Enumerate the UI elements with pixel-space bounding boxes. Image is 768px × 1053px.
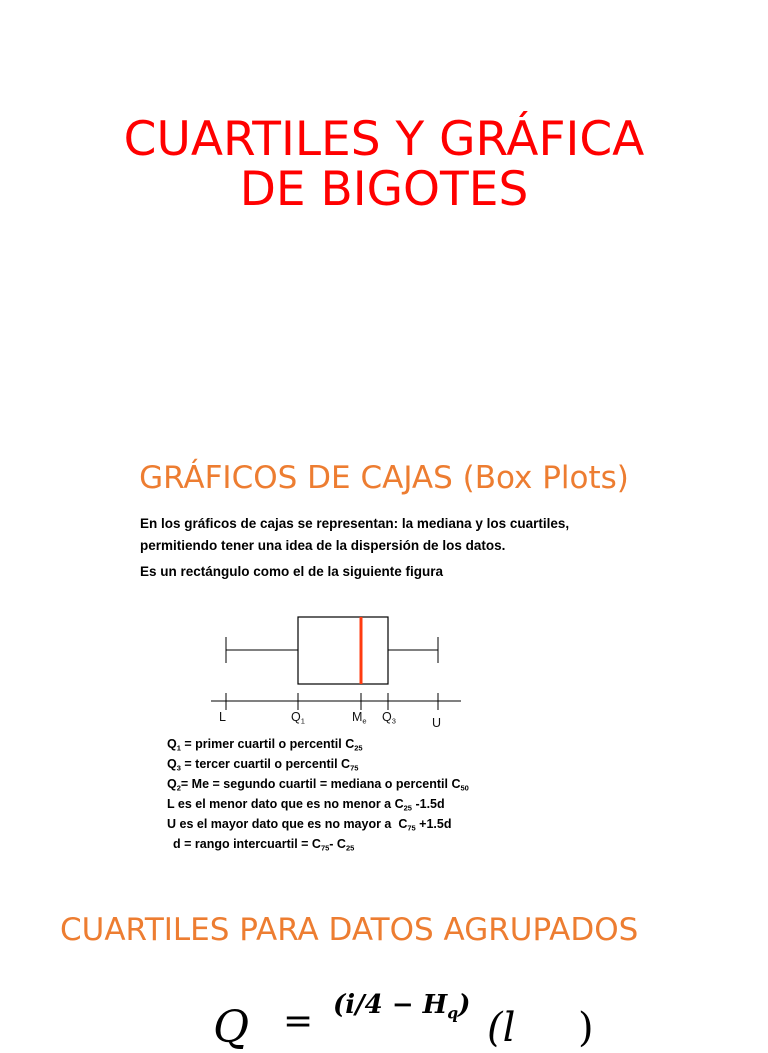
definition-q1 [167, 734, 363, 754]
slide-title-line-1: CUARTILES Y GRÁFICA [123, 112, 645, 167]
axis-label-me-sub: e [362, 716, 367, 726]
definition-text: -1.5d [411, 797, 445, 811]
formula-numerator [333, 990, 471, 1023]
definition-text: - C [329, 837, 346, 851]
axis-label-l: L [219, 710, 226, 724]
definition-text: Q [167, 777, 177, 791]
box [298, 617, 388, 684]
formula-factor-close: ) [578, 1005, 594, 1051]
definition-subscript: 1 [176, 743, 181, 753]
definition-l [167, 794, 445, 814]
definition-text: L es el menor dato que es no menor a C [167, 797, 404, 811]
axis-label-q3-main: Q [382, 710, 392, 724]
axis-label-me [352, 711, 367, 724]
axis-label-me-main: M [352, 710, 363, 724]
definition-text: = tercer cuartil o percentil C [180, 757, 351, 771]
definition-subscript: 75 [350, 763, 359, 773]
box-plots-heading: GRÁFICOS DE CAJAS (Box Plots) [139, 460, 629, 496]
definition-subscript: 3 [176, 763, 181, 773]
definition-subscript: 25 [354, 743, 363, 753]
intro-line-3: Es un rectángulo como el de la siguiente figura [140, 564, 444, 579]
formula-numerator-text: (i/4 − H [333, 990, 448, 1020]
axis-label-q3 [382, 711, 396, 724]
slide-title [0, 112, 768, 217]
formula-numerator-close: ) [458, 990, 471, 1020]
definition-text: U es el mayor dato que es no mayor a C [167, 817, 408, 831]
formula-numerator-sub: q [447, 1003, 459, 1023]
axis-label-q1 [291, 711, 305, 724]
definition-text: +1.5d [415, 817, 452, 831]
axis-label-q3-sub: 3 [391, 716, 396, 726]
definition-text: Q [167, 737, 177, 751]
intro-line-1: En los gráficos de cajas se representan: la mediana y los cuartiles, [140, 516, 570, 531]
formula-lhs: Q [213, 1002, 250, 1053]
definition-q2 [167, 774, 469, 794]
definition-d [173, 834, 354, 854]
definition-subscript: 25 [345, 843, 355, 853]
intro-line-2: permitiendo tener una idea de la dispersión de los datos. [140, 538, 506, 553]
definition-text: Q [167, 757, 177, 771]
definition-text: = primer cuartil o percentil C [180, 737, 355, 751]
definition-u [167, 814, 452, 834]
definition-subscript: 75 [320, 843, 330, 853]
formula-factor-open: (l [487, 1005, 516, 1051]
grouped-data-heading: CUARTILES PARA DATOS AGRUPADOS [60, 912, 639, 948]
definition-q3 [167, 754, 358, 774]
definition-subscript: 25 [403, 803, 412, 813]
definition-text: = Me = segundo cuartil = mediana o percentil C [180, 777, 461, 791]
definition-subscript: 50 [460, 783, 469, 793]
definition-text: d = rango intercuartil = C [173, 837, 321, 851]
definition-subscript: 75 [407, 823, 416, 833]
axis-label-q1-sub: 1 [300, 716, 305, 726]
slide-title-line-2: DE BIGOTES [239, 162, 529, 217]
box-plot-figure [200, 600, 480, 720]
axis-label-u: U [432, 716, 442, 730]
definition-subscript: 2 [176, 783, 181, 793]
quartile-formula [0, 990, 768, 1053]
axis-label-q1-main: Q [291, 710, 301, 724]
formula-equals: = [283, 1001, 314, 1042]
